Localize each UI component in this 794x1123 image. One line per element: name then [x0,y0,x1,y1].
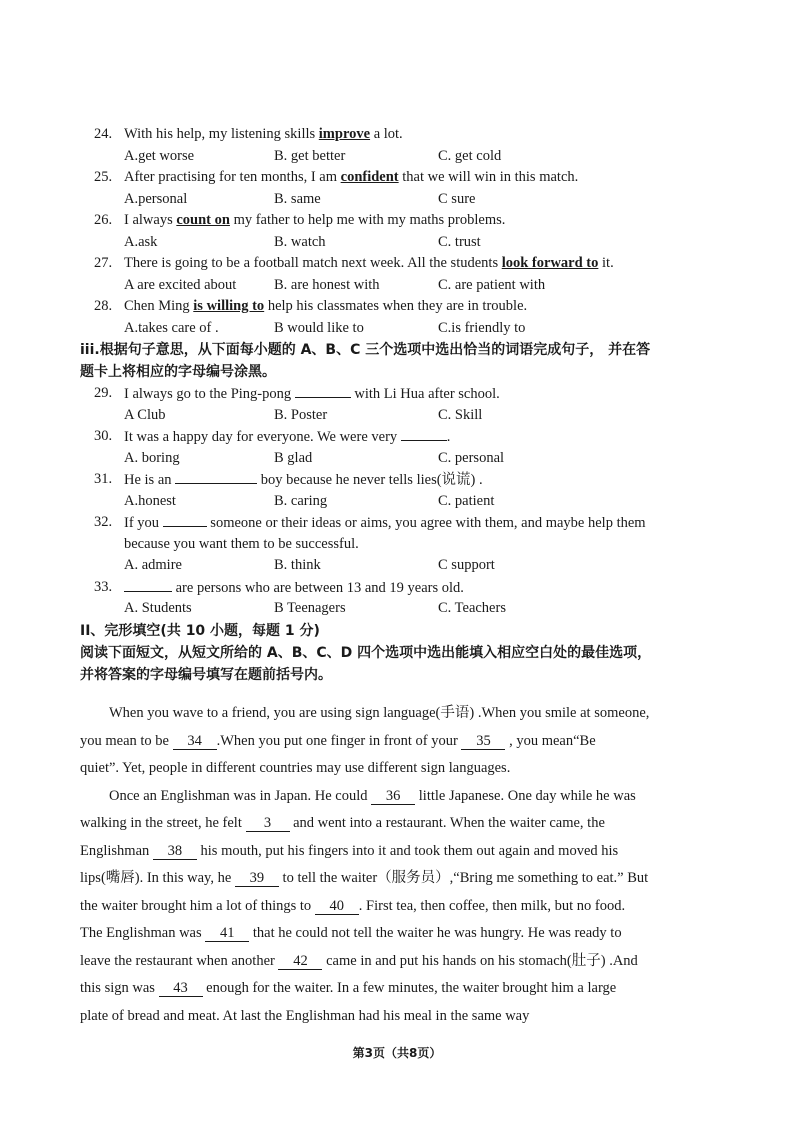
answer-blank[interactable] [175,469,257,484]
question-32 [80,512,720,534]
passage-line: the waiter brought him a lot of things to 40 . First tea, then coffee, then milk, but no food. [80,897,626,914]
option-c[interactable]: C. are patient with [438,276,546,293]
option-a[interactable]: A.takes care of . [124,319,219,336]
key-phrase: improve [318,126,371,142]
answer-blank[interactable] [401,426,447,441]
option-b[interactable]: B. get better [274,147,346,164]
key-phrase: look forward to [501,255,599,271]
passage-line: this sign was 43 enough for the waiter. In a few minutes, the waiter brought him a large [80,980,617,996]
option-a[interactable]: A.get worse [124,147,195,164]
option-b[interactable]: B would like to [274,319,364,336]
question-28 [80,296,720,318]
option-c[interactable]: C. Teachers [438,600,506,616]
question-33 [80,577,720,599]
passage-line: The Englishman was 41 that he could not tell the waiter he was hungry. He was ready to [80,925,622,941]
question-text: It was a happy day for everyone. We were very . [124,426,450,449]
options-24 [80,146,720,168]
instruction-line: 并将答案的字母编号填写在题前括号内。 [80,666,332,683]
question-text: I always count on my father to help me with my maths problems. [124,212,506,228]
page-number-footer: 第3页（共8页） [352,1046,442,1060]
instruction-line: iii.根据句子意思，从下面每小题的 A、B、C 三个选项中选出恰当的词语完成句子， 并在答 [80,342,651,358]
option-c[interactable]: C. personal [438,449,505,466]
option-c[interactable]: C. Skill [438,406,483,423]
options-30 [80,448,720,470]
options-27 [80,275,720,297]
options-29 [80,405,720,427]
question-text: After practising for ten months, I am confident that we will win in this match. [124,169,579,185]
option-a[interactable]: A. admire [124,557,182,573]
section-title: II、完形填空(共 10 小题，每题 1 分) [80,622,320,639]
option-c[interactable]: C. patient [438,492,495,509]
option-c[interactable]: C. get cold [438,147,502,164]
question-number: 32. [94,514,113,530]
blank-39[interactable]: 39 [235,870,279,887]
question-26 [80,210,720,232]
question-number: 33. [94,578,113,595]
option-a[interactable]: A.honest [124,492,176,509]
section-ii-cloze [80,620,720,686]
question-29 [80,383,720,405]
passage-line: lips(嘴唇). In this way, he 39 to tell the waiter（服务员）,“Bring me something to eat.” But [80,870,649,886]
options-28 [80,318,720,340]
question-text: With his help, my listening skills improve a lot. [124,126,403,142]
question-text: I always go to the Ping-pong with Li Hua after school. [124,383,500,406]
option-b[interactable]: B. are honest with [274,276,380,293]
question-number: 31. [94,471,113,487]
question-number: 28. [94,298,113,314]
option-c[interactable]: C support [438,557,495,573]
answer-blank[interactable] [163,512,207,527]
blank-42[interactable]: 42 [278,953,322,970]
options-25 [80,189,720,211]
question-number: 27. [94,255,113,271]
question-32-continued [80,534,720,556]
blank-34[interactable]: 34 [173,733,217,750]
blank-41[interactable]: 41 [205,925,249,942]
question-number: 24. [94,126,113,142]
section-iii-instructions [80,339,720,383]
option-b[interactable]: B. watch [274,233,326,250]
question-text-line2: because you want them to be successful. [124,535,359,552]
blank-35[interactable]: 35 [461,733,505,750]
question-number: 29. [94,385,113,401]
instruction-line: 题卡上将相应的字母编号涂黑。 [80,364,276,380]
answer-blank[interactable] [124,577,172,592]
question-27 [80,253,720,275]
option-c[interactable]: C sure [438,190,476,207]
question-block [80,124,720,686]
options-33 [80,598,720,620]
option-a[interactable]: A. boring [124,449,180,466]
blank-43[interactable]: 43 [159,980,203,997]
passage-line: plate of bread and meat. At last the Englishman had his meal in the same way [80,1007,530,1024]
option-a[interactable]: A.personal [124,190,188,207]
question-24 [80,124,720,146]
option-c[interactable]: C.is friendly to [438,319,526,336]
question-number: 30. [94,428,113,444]
question-25 [80,167,720,189]
question-text: Chen Ming is willing to help his classmates when they are in trouble. [124,298,528,314]
passage-line: walking in the street, he felt 3 and went into a restaurant. When the waiter came, the [80,815,605,831]
passage-line: leave the restaurant when another 42 came in and put his hands on his stomach(肚子) .And [80,952,638,969]
key-phrase: confident [340,169,399,185]
passage-line: you mean to be 34 .When you put one finger in front of your 35 , you mean“Be [80,732,596,749]
option-b[interactable]: B. caring [274,492,328,509]
options-32 [80,555,720,577]
option-b[interactable]: B. same [274,190,321,207]
question-text: are persons who are between 13 and 19 years old. [124,577,464,600]
key-phrase: is willing to [193,298,265,314]
question-30 [80,426,720,448]
question-text: He is an boy because he never tells lies(说谎) . [124,469,483,492]
passage-line: When you wave to a friend, you are using sign language(手语) .When you smile at someone, [109,705,650,721]
option-b[interactable]: B. Poster [274,406,328,423]
option-a[interactable]: A Club [124,406,166,423]
answer-blank[interactable] [295,383,351,398]
passage-line: Once an Englishman was in Japan. He could 36 little Japanese. One day while he was [109,787,636,804]
passage-line: Englishman 38 his mouth, put his fingers into it and took them out again and moved his [80,842,619,859]
option-b[interactable]: B Teenagers [274,600,346,616]
blank-40[interactable]: 40 [315,898,359,915]
blank-36[interactable]: 36 [371,788,415,805]
option-a[interactable]: A.ask [124,233,158,250]
question-text: There is going to be a football match next week. All the students look forward to it. [124,255,614,271]
question-text: If you someone or their ideas or aims, you agree with them, and maybe help them [124,512,646,535]
option-a[interactable]: A. Students [124,600,192,616]
option-c[interactable]: C. trust [438,233,481,250]
option-a[interactable]: A are excited about [124,276,237,293]
instruction-line: 阅读下面短文，从短文所给的 A、B、C、D 四个选项中选出能填入相应空白处的最佳选项， [80,644,652,661]
options-26 [80,232,720,254]
cloze-passage [80,700,720,1030]
passage-line: quiet”. Yet, people in different countries may use different sign languages. [80,760,511,776]
blank-38[interactable]: 38 [153,843,197,860]
option-b[interactable]: B. think [274,557,321,573]
question-number: 26. [94,212,113,228]
question-number: 25. [94,169,113,185]
question-31 [80,469,720,491]
option-b[interactable]: B glad [274,449,313,466]
key-phrase: count on [176,212,230,228]
options-31 [80,491,720,513]
blank-37[interactable]: 3 [246,815,290,832]
